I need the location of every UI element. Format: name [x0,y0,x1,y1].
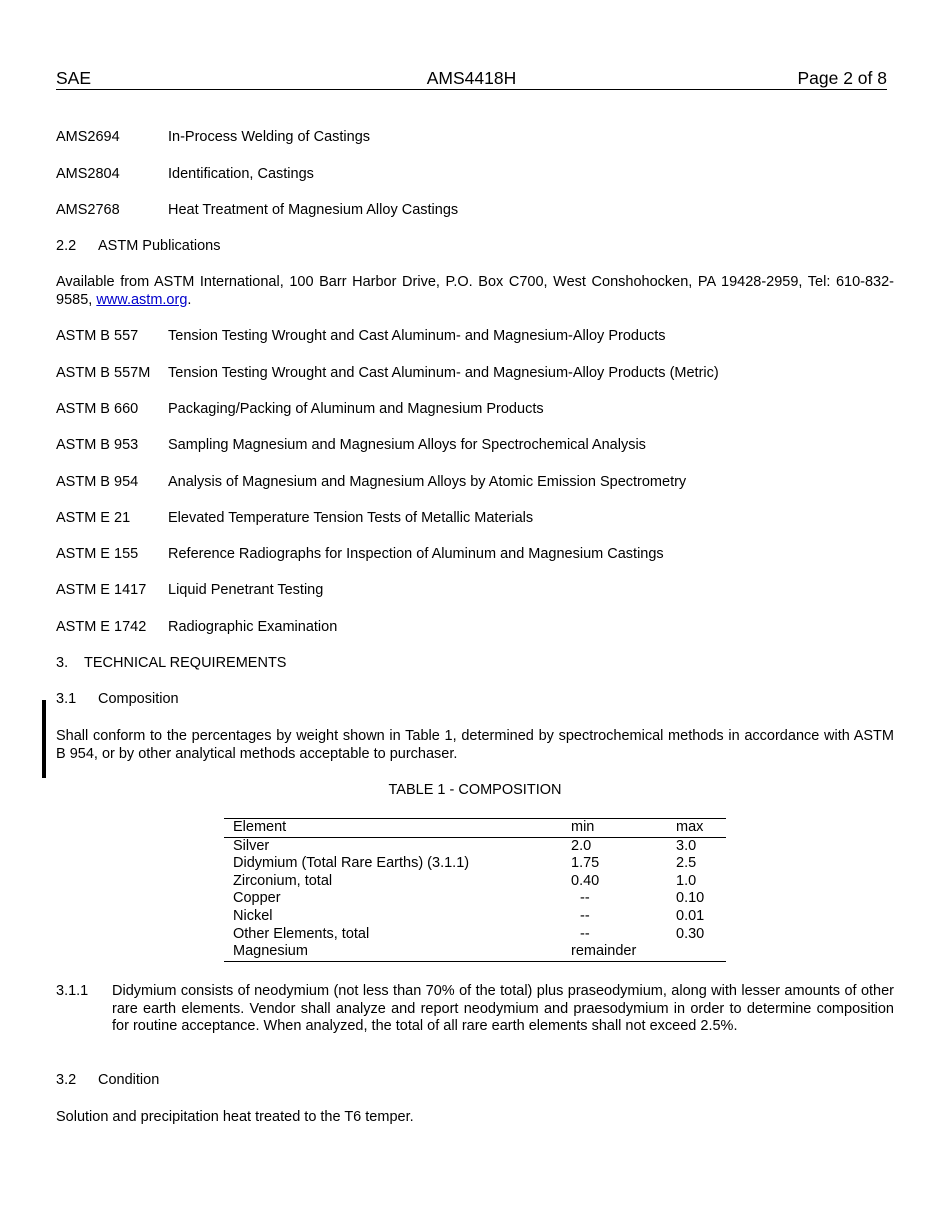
reference-title: Elevated Temperature Tension Tests of Metallic Materials [168,510,534,526]
availability-end: . [187,291,192,308]
page-header [56,68,887,90]
min-cell: -- [580,890,590,907]
table-row [224,908,726,926]
availability-text: Available from ASTM International, 100 Barr Harbor Drive, P.O. Box C700, West Conshohocken, PA 19428-2959, Tel: 610-832-9585, [56,274,894,308]
min-cell: 1.75 [571,855,600,872]
max-cell: 0.01 [676,907,705,924]
element-cell: Copper [233,890,281,907]
change-bar [42,700,46,778]
reference-item [56,129,370,147]
section-number: 3.2 [56,1072,77,1088]
reference-code: ASTM B 557M [56,365,151,381]
reference-item [56,328,666,346]
column-header: min [571,819,676,838]
max-cell: 2.5 [676,855,697,872]
reference-code: AMS2694 [56,129,120,145]
reference-item [56,437,646,455]
didymium-paragraph: Didymium consists of neodymium (not less than 70% of the total) plus praseodymium, along with lesser amounts of other rare earth elements. Vendor shall analyze and report neodymium and praesodymium in order to determine composition for routine acceptance. When analyzed, the total of all rare earth elements shall not exceed 2.5%. [112,983,894,1034]
reference-item [56,401,544,419]
table-row [224,873,726,891]
reference-item [56,474,686,492]
reference-code: ASTM B 953 [56,437,139,453]
reference-code: AMS2804 [56,166,120,182]
reference-code: ASTM B 954 [56,474,139,490]
astm-website-link[interactable]: www.astm.org [96,291,188,308]
reference-title: Liquid Penetrant Testing [168,582,324,598]
section-heading-3 [56,655,286,673]
min-cell: 2.0 [571,837,592,854]
min-cell: -- [580,925,590,942]
reference-title: Tension Testing Wrought and Cast Aluminum- and Magnesium-Alloy Products (Metric) [168,365,719,381]
min-cell: 0.40 [571,872,600,889]
reference-title: In-Process Welding of Castings [168,129,371,145]
section-title: ASTM Publications [98,238,221,254]
reference-title: Packaging/Packing of Aluminum and Magnesium Products [168,401,544,417]
max-cell: 1.0 [676,872,697,889]
section-number: 3.1 [56,691,77,707]
table-title: TABLE 1 - COMPOSITION [388,782,562,798]
max-cell: 0.10 [676,890,705,907]
min-cell: -- [580,907,590,924]
max-cell: 0.30 [676,925,705,942]
table-header-row [224,819,726,838]
element-cell: Silver [233,837,270,854]
section-title: TECHNICAL REQUIREMENTS [84,655,287,671]
element-cell: Didymium (Total Rare Earths) (3.1.1) [233,855,470,872]
element-cell: Other Elements, total [233,925,370,942]
reference-code: AMS2768 [56,202,120,218]
reference-code: ASTM B 660 [56,401,139,417]
reference-item [56,166,314,184]
max-cell: 3.0 [676,837,697,854]
reference-title: Reference Radiographs for Inspection of Aluminum and Magnesium Castings [168,546,664,562]
subsection-3-1-1 [56,983,894,1036]
table-row [224,926,726,944]
section-title: Condition [98,1072,160,1088]
section-number: 3. [56,655,69,671]
reference-code: ASTM E 1417 [56,582,147,598]
reference-item [56,546,664,564]
reference-title: Identification, Castings [168,166,314,182]
reference-item [56,619,337,637]
table-row [224,890,726,908]
header-page-number: Page 2 of 8 [797,68,887,88]
section-number: 3.1.1 [56,983,89,999]
composition-paragraph: Shall conform to the percentages by weight shown in Table 1, determined by spectrochemical methods in accordance with ASTM B 954, or by other analytical methods acceptable to purchaser. [56,728,894,762]
section-heading-3-1 [56,691,179,709]
reference-title: Sampling Magnesium and Magnesium Alloys for Spectrochemical Analysis [168,437,646,453]
header-org: SAE [56,68,92,88]
column-header: max [676,819,726,838]
reference-item [56,365,719,383]
element-cell: Zirconium, total [233,872,333,889]
condition-paragraph: Solution and precipitation heat treated to the T6 temper. [56,1109,414,1125]
reference-title: Analysis of Magnesium and Magnesium Alloys by Atomic Emission Spectrometry [168,474,687,490]
reference-item [56,202,458,220]
section-title: Composition [98,691,179,707]
reference-title: Tension Testing Wrought and Cast Aluminum- and Magnesium-Alloy Products [168,328,666,344]
reference-item [56,582,323,600]
reference-title: Radiographic Examination [168,619,338,635]
table-row [224,855,726,873]
min-cell: remainder [571,943,676,961]
reference-title: Heat Treatment of Magnesium Alloy Castings [168,202,459,218]
column-header: Element [224,819,571,838]
reference-code: ASTM E 1742 [56,619,147,635]
section-heading-2-2 [56,238,221,256]
table-row [224,943,726,961]
table-row [224,837,726,855]
composition-table [224,818,726,962]
max-cell [676,943,726,961]
header-doc-number: AMS4418H [426,68,517,88]
reference-item [56,510,533,528]
section-heading-3-2 [56,1072,159,1090]
reference-code: ASTM E 21 [56,510,131,526]
reference-code: ASTM E 155 [56,546,139,562]
reference-code: ASTM B 557 [56,328,139,344]
element-cell: Nickel [233,907,273,924]
element-cell: Magnesium [224,943,571,961]
astm-availability-paragraph [56,274,894,309]
section-number: 2.2 [56,238,77,254]
